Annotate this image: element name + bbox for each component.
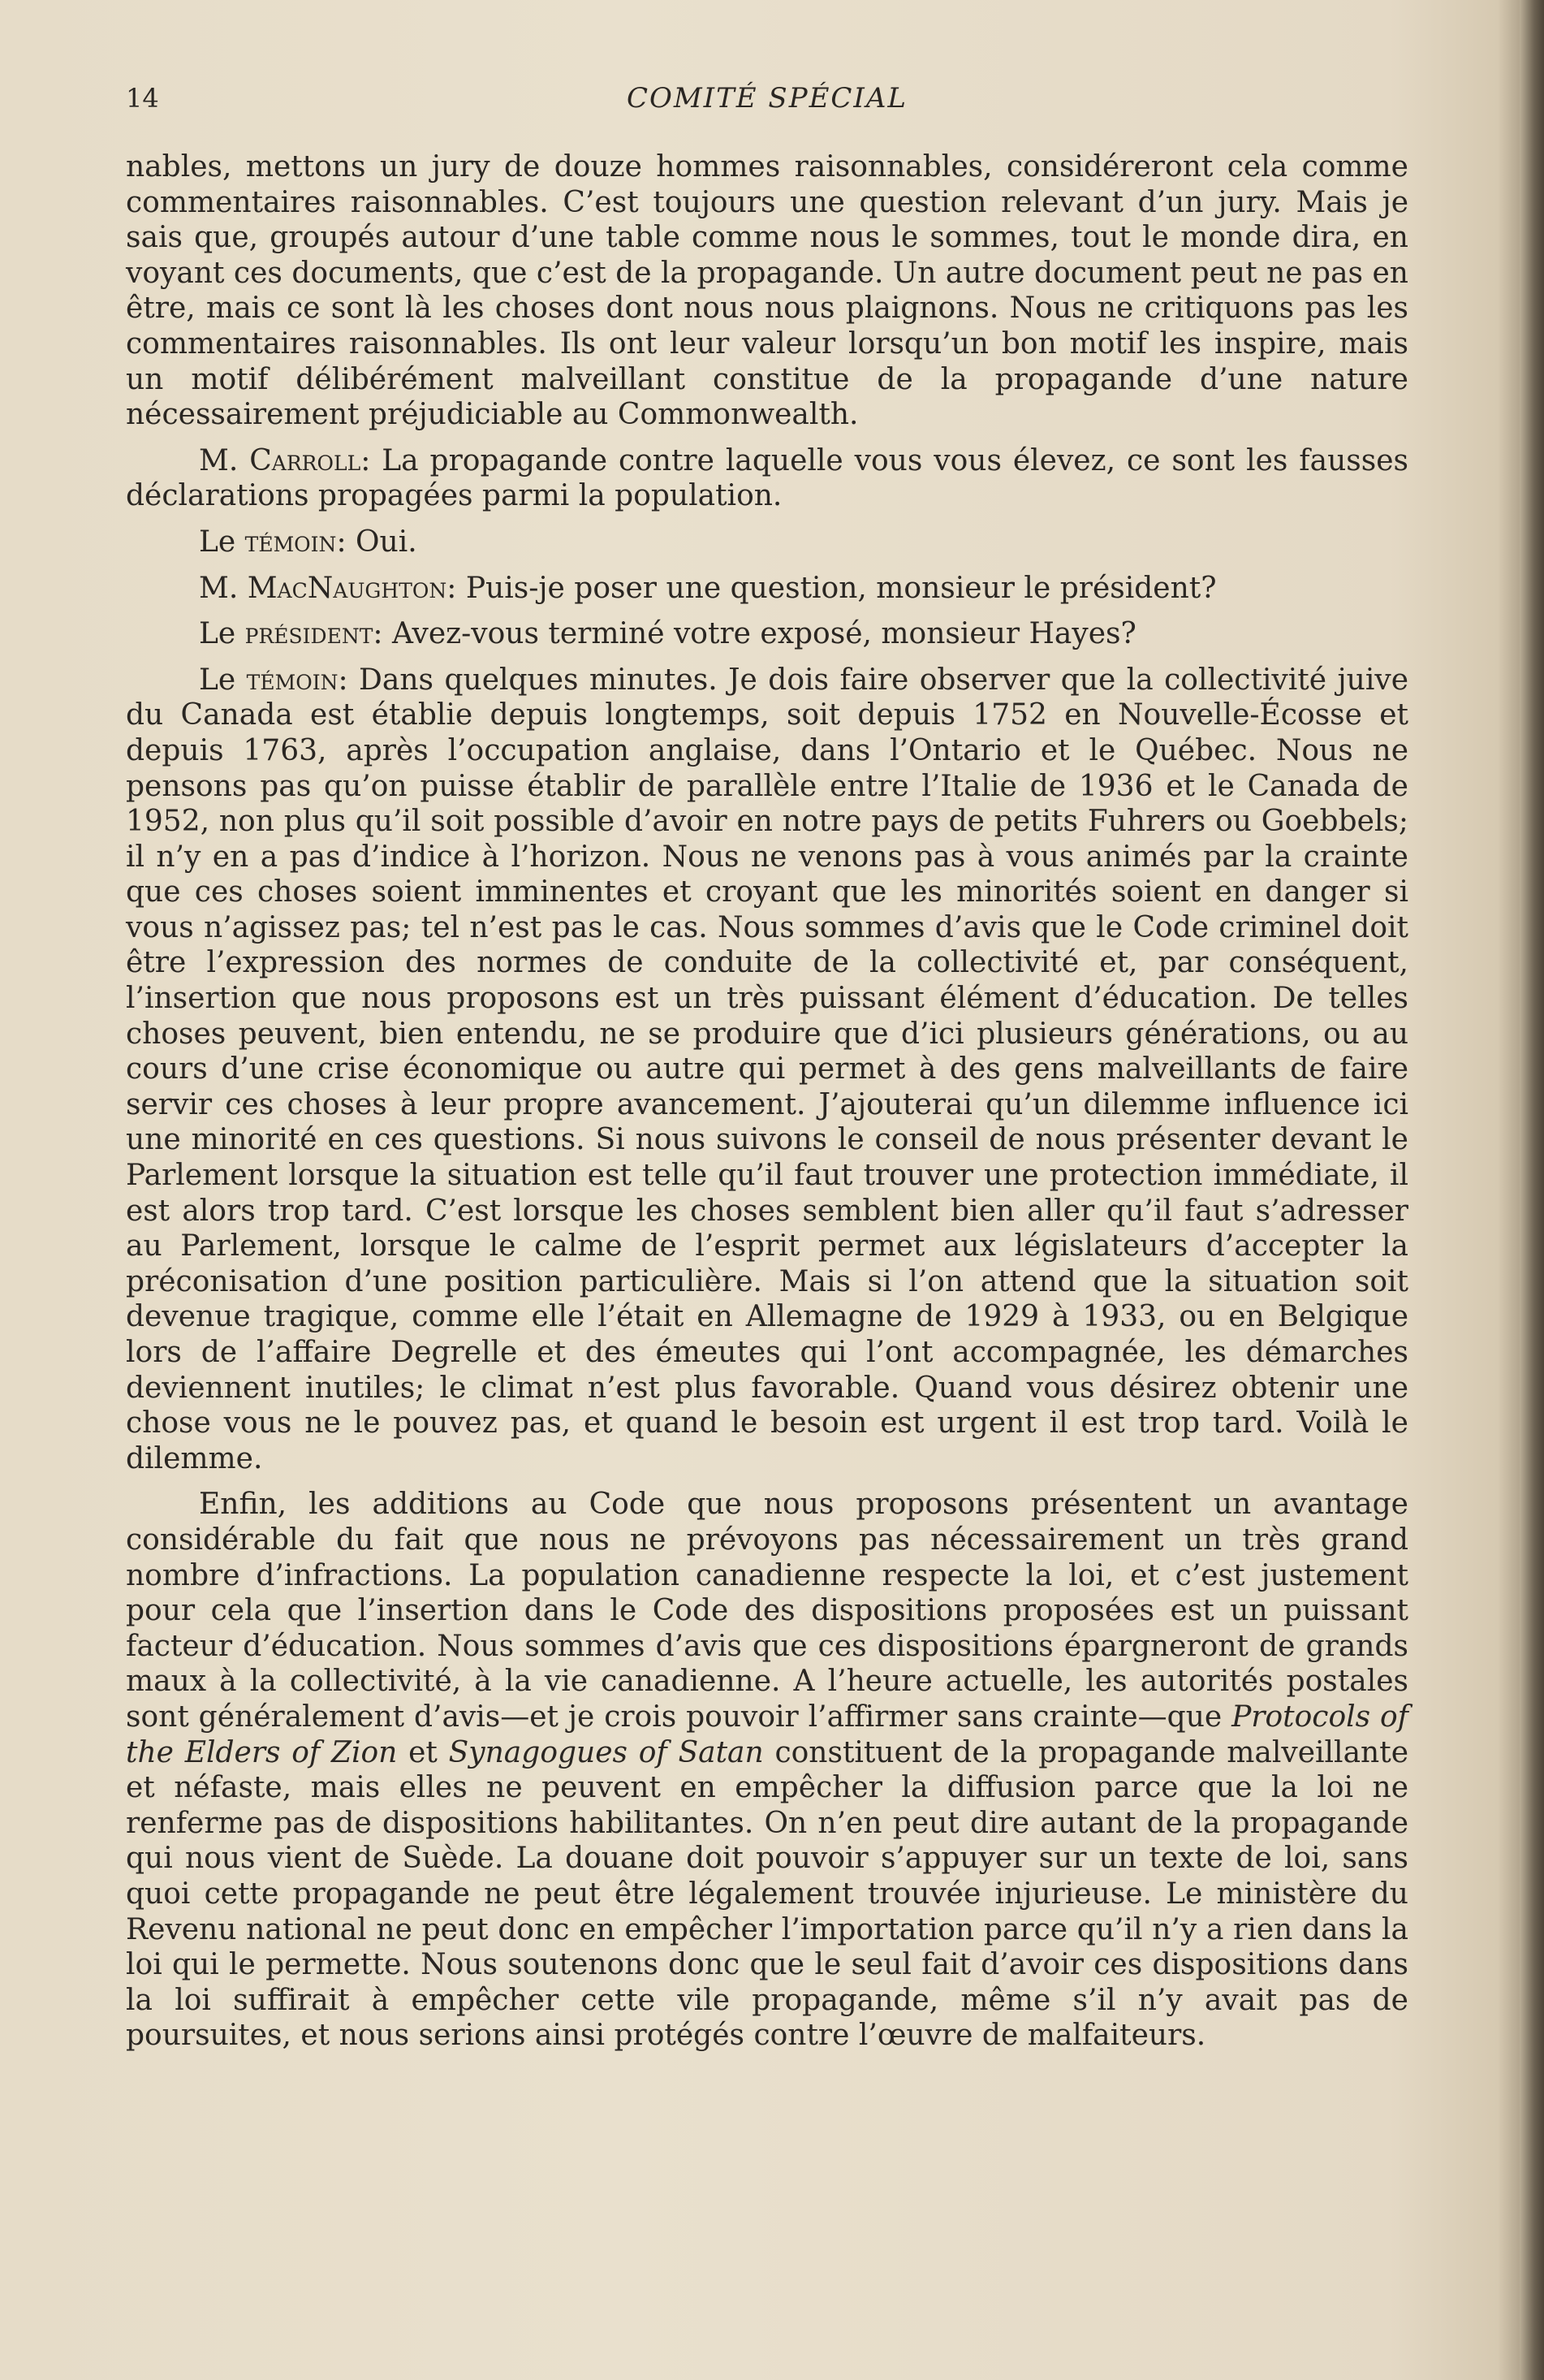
paragraph-text: et xyxy=(397,1735,449,1769)
book-title-protocols: Protocols of the Elders of Zion xyxy=(126,1700,1409,1769)
speaker-prefix: Le xyxy=(199,617,245,651)
speaker-name: MacNaughton xyxy=(247,571,447,605)
speaker-prefix: M. xyxy=(199,571,248,605)
speaker-name: témoin xyxy=(244,525,337,559)
book-title-synagogues: Synagogues of Satan xyxy=(448,1735,764,1769)
paragraph-temoin-1 xyxy=(126,525,1408,560)
page-header xyxy=(126,78,1408,119)
binding-edge xyxy=(1520,0,1544,2380)
paragraph-president xyxy=(126,616,1408,652)
speaker-name: Carroll xyxy=(249,443,361,477)
speaker-name: président xyxy=(244,617,373,651)
paragraph-continuation xyxy=(126,149,1408,433)
speaker-prefix: Le xyxy=(199,663,247,697)
page-number: 14 xyxy=(126,83,159,114)
paragraph-text: nables, mettons un jury de douze hommes raisonnables, considéreront cela comme commentaires raisonnables. C’est toujours une question relevant d’un jury. Mais je sais que, groupés autour d’une table comme nous le sommes, tout le monde dira, en voyant ces documents, que c’est de la propagande. Un autre document peut ne pas en être, mais ce sont là les choses dont nous nous plaignons. Nous ne critiquons pas les commentaires raisonnables. Ils ont leur valeur lorsqu’un bon motif les inspire, mais un motif délibérément malveillant constitue de la propagande d’une nature nécessairement préjudiciable au Commonwealth. xyxy=(126,150,1408,432)
paragraph-text: : Oui. xyxy=(336,525,417,559)
paragraph-carroll xyxy=(126,443,1408,514)
paragraph-text: : Dans quelques minutes. Je dois faire observer que la collectivité juive du Canada est établie depuis longtemps, soit depuis 1752 en Nouvelle-Écosse et depuis 1763, après l’occupation anglaise, dans l’Ontario et le Québec. Nous ne pensons pas qu’on puisse établir de parallèle entre l’Italie de 1936 et le Canada de 1952, non plus qu’il soit possible d’avoir en notre pays de petits Fuhrers ou Goebbels; il n’y en a pas d’indice à l’horizon. Nous ne venons pas à vous animés par la crainte que ces choses soient imminentes et croyant que les minorités soient en danger si vous n’agissez pas; tel n’est pas le cas. Nous sommes d’avis que le Code criminel doit être l’expression des normes de conduite de la collectivité et, par conséquent, l’insertion que nous proposons est un très puissant élément d’éducation. De telles choses peuvent, bien entendu, ne se produire que d’ici plusieurs générations, ou au cours d’une crise économique ou autre qui permet à des gens malveillants de faire servir ces choses à leur propre avancement. J’ajouterai qu’un dilemme influence ici une minorité en ces questions. Si nous suivons le conseil de nous présenter devant le Parlement lorsque la situation est telle qu’il faut trouver une protection immédiate, il est alors trop tard. C’est lorsque les choses semblent bien aller qu’il faut s’adresser au Parlement, lorsque le calme de l’esprit permet aux législateurs d’accepter la préconisation d’une position particulière. Mais si l’on attend que la situation soit devenue tragique, comme elle l’était en Allemagne de 1929 à 1933, ou en Belgique lors de l’affaire Degrelle et des émeutes qui l’ont accompagnée, les démarches deviennent inutiles; le climat n’est plus favorable. Quand vous désirez obtenir une chose vous ne le pouvez pas, et quand le besoin est urgent il est trop tard. Voilà le dilemme. xyxy=(126,663,1409,1475)
body-text xyxy=(126,149,1408,2064)
paragraph-enfin xyxy=(126,1487,1408,2054)
paragraph-text: Enfin, les additions au Code que nous proposons présentent un avantage considérable du fait que nous ne prévoyons pas nécessairement un très grand nombre d’infractions. La population canadienne respecte la loi, et c’est justement pour cela que l’insertion dans le Code des dispositions proposées est un puissant facteur d’éducation. Nous sommes d’avis que ces dispositions épargneront de grands maux à la collectivité, à la vie canadienne. A l’heure actuelle, les autorités postales sont généralement d’avis—et je crois pouvoir l’affirmer sans crainte—que xyxy=(126,1488,1408,1734)
speaker-name: témoin xyxy=(246,663,339,697)
paragraph-text: : La propagande contre laquelle vous vous élevez, ce sont les fausses déclarations propagées parmi la population. xyxy=(126,443,1408,513)
speaker-prefix: Le xyxy=(199,525,245,559)
paragraph-macnaughton xyxy=(126,571,1408,607)
paragraph-text: : Puis-je poser une question, monsieur le président? xyxy=(446,571,1217,605)
speaker-prefix: M. xyxy=(199,443,250,477)
running-title: COMITÉ SPÉCIAL xyxy=(626,82,908,114)
paragraph-temoin-2 xyxy=(126,663,1408,1477)
paragraph-text: : Avez-vous terminé votre exposé, monsieur Hayes? xyxy=(373,617,1136,651)
paragraph-text: constituent de la propagande malveillante et néfaste, mais elles ne peuvent en empêcher la diffusion parce que la loi ne renferme pas de dispositions habilitantes. On n’en peut dire autant de la propagande qui nous vient de Suède. La douane doit pouvoir s’appuyer sur un texte de loi, sans quoi cette propagande ne peut être légalement trouvée injurieuse. Le ministère du Revenu national ne peut donc en empêcher l’importation parce qu’il n’y a rien dans la loi qui le permette. Nous soutenons donc que le seul fait d’avoir ces dispositions dans la loi suffirait à empêcher cette vile propagande, même s’il n’y avait pas de poursuites, et nous serions ainsi protégés contre l’œuvre de malfaiteurs. xyxy=(126,1735,1408,2053)
